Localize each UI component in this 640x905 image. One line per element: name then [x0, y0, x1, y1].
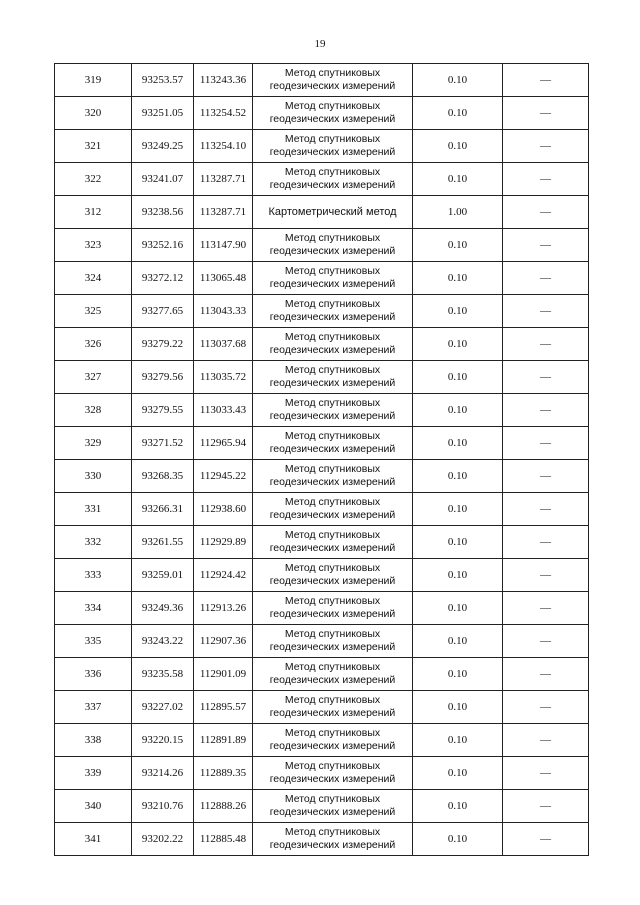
method-line: Метод спутниковых — [284, 529, 381, 541]
method-line: Метод спутниковых — [284, 496, 381, 508]
point-number-cell: 328 — [55, 394, 132, 427]
accuracy-cell: 1.00 — [413, 196, 503, 229]
method-cell — [253, 361, 413, 394]
coordinate-x-cell: 93268.35 — [132, 460, 194, 493]
accuracy-cell: 0.10 — [413, 262, 503, 295]
coordinate-y-cell: 113287.71 — [194, 163, 253, 196]
point-number-cell: 331 — [55, 493, 132, 526]
description-cell: — — [503, 460, 589, 493]
description-cell: — — [503, 427, 589, 460]
table-row — [55, 526, 589, 559]
table-row — [55, 196, 589, 229]
table-row — [55, 97, 589, 130]
accuracy-cell: 0.10 — [413, 163, 503, 196]
description-cell: — — [503, 394, 589, 427]
description-cell: — — [503, 559, 589, 592]
description-cell: — — [503, 64, 589, 97]
method-cell — [253, 658, 413, 691]
coordinate-y-cell: 113147.90 — [194, 229, 253, 262]
point-number-cell: 338 — [55, 724, 132, 757]
description-cell: — — [503, 163, 589, 196]
method-line: Метод спутниковых — [284, 331, 381, 343]
coordinate-y-cell: 112889.35 — [194, 757, 253, 790]
method-cell — [253, 757, 413, 790]
method-line: геодезических измерений — [269, 773, 396, 785]
coordinate-x-cell: 93279.56 — [132, 361, 194, 394]
table-row — [55, 493, 589, 526]
page-number: 19 — [314, 38, 326, 50]
method-line: геодезических измерений — [269, 806, 396, 818]
coordinate-y-cell: 112891.89 — [194, 724, 253, 757]
point-number-cell: 335 — [55, 625, 132, 658]
method-line: геодезических измерений — [269, 608, 396, 620]
point-number-cell: 319 — [55, 64, 132, 97]
coordinate-x-cell: 93259.01 — [132, 559, 194, 592]
point-number-cell: 333 — [55, 559, 132, 592]
coordinate-y-cell: 112895.57 — [194, 691, 253, 724]
coordinate-y-cell: 112901.09 — [194, 658, 253, 691]
method-line: геодезических измерений — [269, 80, 396, 92]
table-row — [55, 559, 589, 592]
point-number-cell: 332 — [55, 526, 132, 559]
coordinate-y-cell: 112907.36 — [194, 625, 253, 658]
coordinate-x-cell: 93279.55 — [132, 394, 194, 427]
method-line: Метод спутниковых — [284, 133, 381, 145]
point-number-cell: 341 — [55, 823, 132, 856]
coordinates-table — [54, 63, 589, 856]
method-line: геодезических измерений — [269, 476, 396, 488]
method-line: Метод спутниковых — [284, 727, 381, 739]
method-line: геодезических измерений — [269, 443, 396, 455]
description-cell: — — [503, 493, 589, 526]
method-line: Метод спутниковых — [284, 265, 381, 277]
method-line: Метод спутниковых — [284, 232, 381, 244]
accuracy-cell: 0.10 — [413, 691, 503, 724]
accuracy-cell: 0.10 — [413, 361, 503, 394]
description-cell: — — [503, 691, 589, 724]
method-cell — [253, 163, 413, 196]
description-cell: — — [503, 790, 589, 823]
coordinate-y-cell: 112945.22 — [194, 460, 253, 493]
coordinate-x-cell: 93202.22 — [132, 823, 194, 856]
method-cell — [253, 97, 413, 130]
accuracy-cell: 0.10 — [413, 460, 503, 493]
method-line: Метод спутниковых — [284, 595, 381, 607]
accuracy-cell: 0.10 — [413, 493, 503, 526]
table-row — [55, 658, 589, 691]
method-line: Метод спутниковых — [284, 430, 381, 442]
table-row — [55, 691, 589, 724]
method-line: геодезических измерений — [269, 278, 396, 290]
method-line: геодезических измерений — [269, 377, 396, 389]
method-cell — [253, 724, 413, 757]
description-cell: — — [503, 658, 589, 691]
point-number-cell: 340 — [55, 790, 132, 823]
method-line: геодезических измерений — [269, 641, 396, 653]
table-row — [55, 823, 589, 856]
accuracy-cell: 0.10 — [413, 427, 503, 460]
coordinate-y-cell: 113243.36 — [194, 64, 253, 97]
description-cell: — — [503, 262, 589, 295]
point-number-cell: 320 — [55, 97, 132, 130]
table-row — [55, 427, 589, 460]
method-line: геодезических измерений — [269, 542, 396, 554]
point-number-cell: 325 — [55, 295, 132, 328]
method-line: геодезических измерений — [269, 707, 396, 719]
method-line: геодезических измерений — [269, 740, 396, 752]
coordinate-x-cell: 93220.15 — [132, 724, 194, 757]
coordinate-x-cell: 93272.12 — [132, 262, 194, 295]
table-row — [55, 328, 589, 361]
coordinate-y-cell: 112929.89 — [194, 526, 253, 559]
coordinate-y-cell: 112913.26 — [194, 592, 253, 625]
method-cell — [253, 130, 413, 163]
method-line: Метод спутниковых — [284, 562, 381, 574]
method-line: Метод спутниковых — [284, 298, 381, 310]
coordinate-y-cell: 113254.52 — [194, 97, 253, 130]
coordinate-x-cell: 93271.52 — [132, 427, 194, 460]
coordinate-y-cell: 113254.10 — [194, 130, 253, 163]
table-row — [55, 229, 589, 262]
accuracy-cell: 0.10 — [413, 64, 503, 97]
method-line: геодезических измерений — [269, 839, 396, 851]
description-cell: — — [503, 130, 589, 163]
method-line: Метод спутниковых — [284, 67, 381, 79]
coordinate-x-cell: 93238.56 — [132, 196, 194, 229]
method-cell — [253, 526, 413, 559]
method-cell — [253, 559, 413, 592]
table-row — [55, 394, 589, 427]
point-number-cell: 330 — [55, 460, 132, 493]
method-cell — [253, 592, 413, 625]
coordinate-x-cell: 93227.02 — [132, 691, 194, 724]
method-line: Метод спутниковых — [284, 100, 381, 112]
accuracy-cell: 0.10 — [413, 625, 503, 658]
method-line: геодезических измерений — [269, 113, 396, 125]
coordinate-x-cell: 93249.25 — [132, 130, 194, 163]
method-cell — [253, 295, 413, 328]
description-cell: — — [503, 823, 589, 856]
accuracy-cell: 0.10 — [413, 658, 503, 691]
method-cell — [253, 427, 413, 460]
coordinate-x-cell: 93251.05 — [132, 97, 194, 130]
coordinate-x-cell: 93214.26 — [132, 757, 194, 790]
method-cell — [253, 790, 413, 823]
accuracy-cell: 0.10 — [413, 592, 503, 625]
accuracy-cell: 0.10 — [413, 328, 503, 361]
coordinate-y-cell: 112938.60 — [194, 493, 253, 526]
coordinate-y-cell: 112888.26 — [194, 790, 253, 823]
accuracy-cell: 0.10 — [413, 130, 503, 163]
accuracy-cell: 0.10 — [413, 526, 503, 559]
coordinate-x-cell: 93252.16 — [132, 229, 194, 262]
table-row — [55, 130, 589, 163]
coordinate-y-cell: 112965.94 — [194, 427, 253, 460]
description-cell: — — [503, 97, 589, 130]
accuracy-cell: 0.10 — [413, 559, 503, 592]
method-line: Метод спутниковых — [284, 793, 381, 805]
coordinate-y-cell: 113035.72 — [194, 361, 253, 394]
table-row — [55, 625, 589, 658]
coordinate-y-cell: 113037.68 — [194, 328, 253, 361]
method-cell — [253, 625, 413, 658]
method-cell — [253, 823, 413, 856]
method-cell — [253, 196, 413, 229]
table-row — [55, 460, 589, 493]
description-cell: — — [503, 625, 589, 658]
coordinate-y-cell: 112924.42 — [194, 559, 253, 592]
coordinate-y-cell: 113043.33 — [194, 295, 253, 328]
method-line: геодезических измерений — [269, 311, 396, 323]
table-row — [55, 724, 589, 757]
point-number-cell: 326 — [55, 328, 132, 361]
method-cell — [253, 64, 413, 97]
method-cell — [253, 229, 413, 262]
coordinate-y-cell: 113033.43 — [194, 394, 253, 427]
method-line: Картометрический метод — [268, 205, 397, 218]
coordinate-x-cell: 93261.55 — [132, 526, 194, 559]
method-cell — [253, 493, 413, 526]
coordinate-x-cell: 93277.65 — [132, 295, 194, 328]
accuracy-cell: 0.10 — [413, 295, 503, 328]
point-number-cell: 334 — [55, 592, 132, 625]
description-cell: — — [503, 328, 589, 361]
accuracy-cell: 0.10 — [413, 97, 503, 130]
coordinate-x-cell: 93243.22 — [132, 625, 194, 658]
coordinate-x-cell: 93249.36 — [132, 592, 194, 625]
description-cell: — — [503, 757, 589, 790]
accuracy-cell: 0.10 — [413, 790, 503, 823]
method-line: геодезических измерений — [269, 410, 396, 422]
table-row — [55, 361, 589, 394]
method-line: Метод спутниковых — [284, 463, 381, 475]
method-line: геодезических измерений — [269, 575, 396, 587]
table-row — [55, 64, 589, 97]
method-cell — [253, 460, 413, 493]
table-row — [55, 163, 589, 196]
method-line: Метод спутниковых — [284, 694, 381, 706]
accuracy-cell: 0.10 — [413, 823, 503, 856]
description-cell: — — [503, 295, 589, 328]
method-line: Метод спутниковых — [284, 661, 381, 673]
coordinate-y-cell: 113287.71 — [194, 196, 253, 229]
method-line: геодезических измерений — [269, 146, 396, 158]
method-line: Метод спутниковых — [284, 397, 381, 409]
point-number-cell: 321 — [55, 130, 132, 163]
coordinate-y-cell: 113065.48 — [194, 262, 253, 295]
table-row — [55, 262, 589, 295]
point-number-cell: 324 — [55, 262, 132, 295]
accuracy-cell: 0.10 — [413, 394, 503, 427]
method-line: геодезических измерений — [269, 509, 396, 521]
table-row — [55, 757, 589, 790]
point-number-cell: 339 — [55, 757, 132, 790]
coordinate-x-cell: 93266.31 — [132, 493, 194, 526]
description-cell: — — [503, 526, 589, 559]
coordinate-y-cell: 112885.48 — [194, 823, 253, 856]
point-number-cell: 337 — [55, 691, 132, 724]
method-line: Метод спутниковых — [284, 826, 381, 838]
table-body — [55, 64, 589, 856]
method-line: геодезических измерений — [269, 344, 396, 356]
accuracy-cell: 0.10 — [413, 229, 503, 262]
method-line: Метод спутниковых — [284, 760, 381, 772]
coordinate-x-cell: 93279.22 — [132, 328, 194, 361]
description-cell: — — [503, 361, 589, 394]
method-cell — [253, 328, 413, 361]
coordinate-x-cell: 93241.07 — [132, 163, 194, 196]
method-cell — [253, 394, 413, 427]
method-cell — [253, 691, 413, 724]
description-cell: — — [503, 724, 589, 757]
method-line: Метод спутниковых — [284, 166, 381, 178]
accuracy-cell: 0.10 — [413, 757, 503, 790]
method-line: геодезических измерений — [269, 245, 396, 257]
point-number-cell: 329 — [55, 427, 132, 460]
accuracy-cell: 0.10 — [413, 724, 503, 757]
method-line: Метод спутниковых — [284, 628, 381, 640]
method-line: геодезических измерений — [269, 674, 396, 686]
coordinate-x-cell: 93210.76 — [132, 790, 194, 823]
table-row — [55, 295, 589, 328]
table-row — [55, 790, 589, 823]
point-number-cell: 322 — [55, 163, 132, 196]
description-cell: — — [503, 592, 589, 625]
method-line: Метод спутниковых — [284, 364, 381, 376]
point-number-cell: 336 — [55, 658, 132, 691]
description-cell: — — [503, 229, 589, 262]
coordinate-x-cell: 93235.58 — [132, 658, 194, 691]
table-row — [55, 592, 589, 625]
point-number-cell: 323 — [55, 229, 132, 262]
method-cell — [253, 262, 413, 295]
method-line: геодезических измерений — [269, 179, 396, 191]
point-number-cell: 327 — [55, 361, 132, 394]
coordinate-x-cell: 93253.57 — [132, 64, 194, 97]
point-number-cell: 312 — [55, 196, 132, 229]
description-cell: — — [503, 196, 589, 229]
